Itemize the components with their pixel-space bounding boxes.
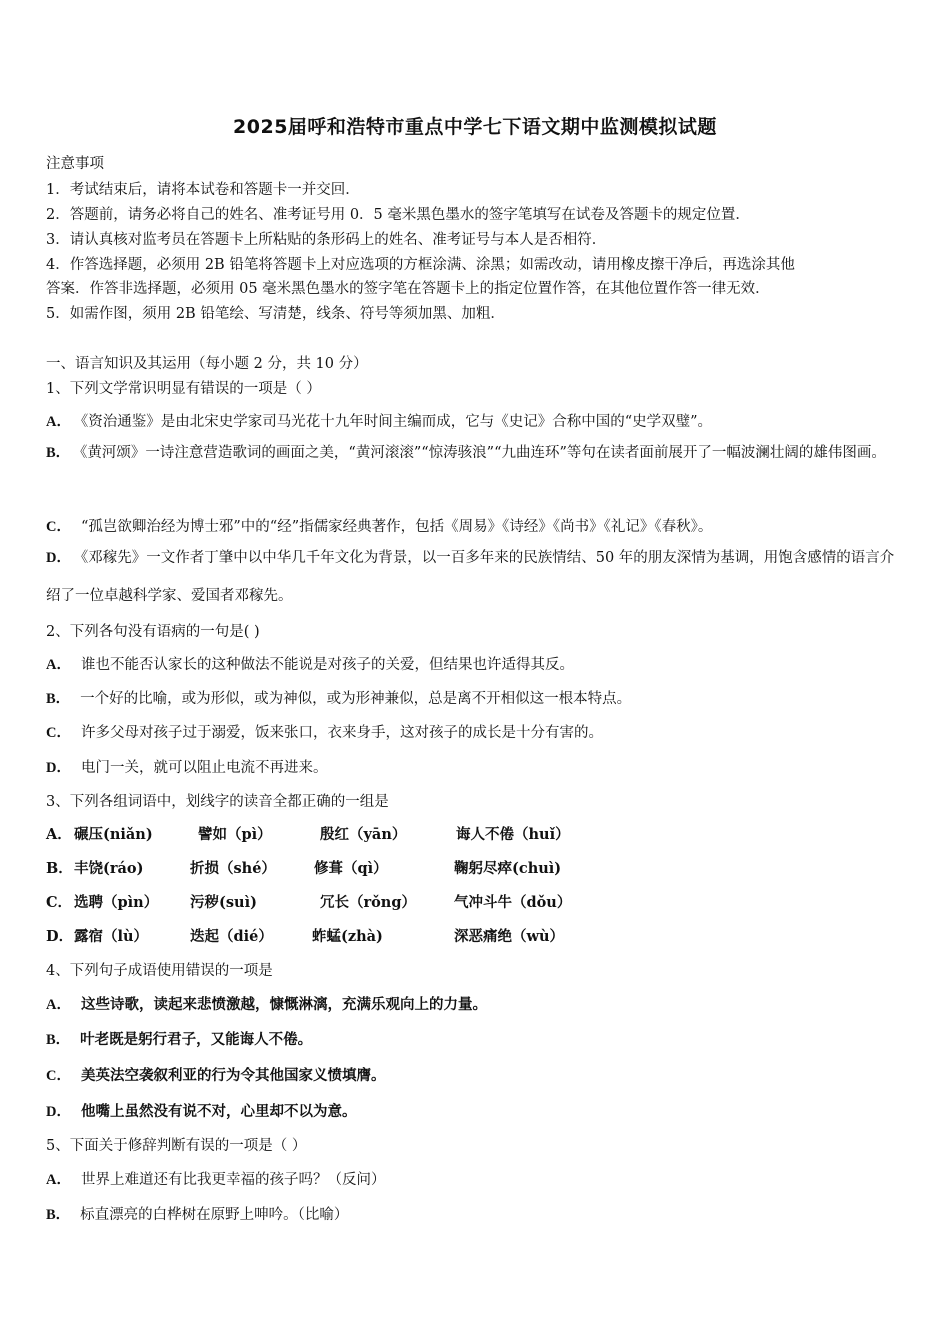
- q4-option-a: [46, 993, 487, 1014]
- q3-d-word-4: 深恶痛绝（wù）: [454, 928, 565, 945]
- q3-a-word-2: 譬如（pì）: [198, 826, 272, 843]
- q3-row-a: [46, 823, 570, 844]
- q3-d-word-1: 露宿（lù）: [74, 928, 149, 945]
- q3-a-word-3: 殷红（yān）: [320, 826, 407, 843]
- q3-c-word-2: 污秽(suì): [190, 894, 257, 911]
- page-title: 2025届呼和浩特市重点中学七下语文期中监测模拟试题: [233, 116, 717, 138]
- q3-row-d: [46, 925, 564, 946]
- q2-option-d: [46, 756, 327, 777]
- q1-option-d: [46, 539, 908, 615]
- option-letter: D．: [46, 928, 74, 945]
- q2-option-d-text: 电门一关，就可以阻止电流不再进来。: [80, 760, 328, 776]
- q5-stem: 5、下面关于修辞判断有误的一项是（ ）: [46, 1138, 307, 1154]
- notice-item-3: 3．请认真核对监考员在答题卡上所粘贴的条形码上的姓名、准考证号与本人是否相符．: [46, 232, 607, 248]
- q4-option-c-pre: 美英法空袭叙利亚的行为令其他国家: [80, 1067, 313, 1084]
- q5-option-b-text: 标直漂亮的白桦树在原野上呻吟。（比喻）: [80, 1207, 349, 1223]
- q2-option-a: [46, 653, 574, 674]
- q5-option-a: [46, 1168, 385, 1189]
- q4-option-c-post: 。: [370, 1067, 386, 1084]
- q4-option-c-idiom: 义愤填膺: [312, 1067, 371, 1084]
- q1-option-b: [46, 434, 908, 472]
- q2-option-c: [46, 721, 603, 742]
- q1-option-d-text: 《邓稼先》一文作者丁肇中以中华几千年文化为背景，以一百多年来的民族情结、50 年的朋友深情为基调，用饱含感情的语言介绍了一位卓越科学家、爱国者邓稼先。: [46, 550, 895, 604]
- option-letter: B．: [46, 1032, 71, 1048]
- option-letter: B．: [46, 860, 73, 877]
- q4-option-a-pre: 这些诗歌，读起来悲愤激越，: [80, 996, 270, 1013]
- q4-option-b: [46, 1028, 312, 1049]
- option-letter: D．: [46, 1104, 71, 1120]
- option-letter: C．: [46, 894, 73, 911]
- q4-option-b-post: 。: [297, 1031, 313, 1048]
- notice-item-1: 1．考试结束后，请将本试卷和答题卡一并交回．: [46, 182, 360, 198]
- option-letter: B．: [46, 1207, 71, 1223]
- option-letter: B．: [46, 691, 71, 707]
- q3-a-word-1: 碾压(niǎn): [74, 826, 153, 843]
- option-letter: A．: [46, 414, 71, 430]
- q1-option-c: [46, 515, 712, 536]
- option-letter: C．: [46, 1068, 71, 1084]
- q3-b-word-4: 鞠躬尽瘁(chuì): [454, 860, 562, 877]
- q4-option-d: [46, 1100, 356, 1121]
- q4-option-d-post: 。: [341, 1103, 357, 1120]
- option-letter: C．: [46, 725, 71, 741]
- q3-c-word-4: 气冲斗牛（dǒu）: [454, 894, 572, 911]
- q1-option-a-text: 《资治通鉴》是由北宋史学家司马光花十九年时间主编而成，它与《史记》合称中国的“史学双璧”。: [80, 414, 713, 430]
- notice-item-4-cont: 答案．作答非选择题，必须用 05 毫米黑色墨水的签字笔在答题卡上的指定位置作答，在其他位置作答一律无效．: [46, 281, 770, 297]
- q3-c-word-3: 冗长（rǒng）: [320, 894, 416, 911]
- q3-a-word-4: 诲人不倦（huǐ）: [456, 826, 570, 843]
- section-heading: 一、语言知识及其运用（每小题 2 分，共 10 分）: [46, 356, 368, 372]
- q3-row-c: [46, 891, 571, 912]
- notice-item-5: 5．如需作图，须用 2B 铅笔绘、写清楚，线条、符号等须加黑、加粗．: [46, 306, 505, 322]
- option-letter: A．: [46, 826, 72, 843]
- option-letter: C．: [46, 519, 71, 535]
- notice-item-2: 2．答题前，请务必将自己的姓名、准考证号用 0．5 毫米黑色墨水的签字笔填写在试卷及答题卡的规定位置．: [46, 207, 750, 223]
- q2-stem: 2、下列各句没有语病的一句是( ): [46, 624, 260, 640]
- option-letter: B．: [46, 445, 71, 461]
- q1-option-a: [46, 410, 712, 431]
- q2-option-c-text: 许多父母对孩子过于溺爱，饭来张口，衣来身手，这对孩子的成长是十分有害的。: [80, 725, 603, 741]
- q4-stem: 4、下列句子成语使用错误的一项是: [46, 963, 273, 979]
- q1-stem: 1、下列文学常识明显有错误的一项是（ ）: [46, 381, 321, 397]
- q5-option-a-text: 世界上难道还有比我更幸福的孩子吗？（反问）: [80, 1172, 386, 1188]
- q4-option-d-pre: 他嘴上虽然没有说不对，心里却: [80, 1103, 284, 1120]
- q3-stem: 3、下列各组词语中，划线字的读音全都正确的一组是: [46, 794, 389, 810]
- q3-c-word-1: 选聘（pìn）: [74, 894, 159, 911]
- q3-row-b: [46, 857, 561, 878]
- q3-d-word-3: 蚱蜢(zhà): [312, 928, 383, 945]
- notice-heading: 注意事项: [46, 156, 104, 172]
- q2-option-b-text: 一个好的比喻，或为形似，或为神似，或为形神兼似，总是离不开相似这一根本特点。: [80, 691, 632, 707]
- option-letter: A．: [46, 657, 71, 673]
- option-letter: A．: [46, 1172, 71, 1188]
- q1-option-b-text: 《黄河颂》一诗注意营造歌词的画面之美，“黄河滚滚”“惊涛骇浪”“九曲连环”等句在读者面前展开了一幅波澜壮阔的雄伟图画。: [80, 445, 886, 461]
- q3-b-word-3: 修葺（qì）: [314, 860, 388, 877]
- q4-option-c: [46, 1064, 385, 1085]
- q3-b-word-1: 丰饶(ráo): [74, 860, 144, 877]
- option-letter: D．: [46, 760, 71, 776]
- q4-option-b-pre: 叶老既是躬行君子，又能: [80, 1031, 240, 1048]
- q2-option-b: [46, 687, 631, 708]
- q4-option-d-idiom: 不以为意: [283, 1103, 342, 1120]
- q1-option-c-text: “孤岂欲卿治经为博士邪”中的“经”指儒家经典著作，包括《周易》《诗经》《尚书》《礼记》《春秋》。: [80, 519, 713, 535]
- q3-b-word-2: 折损（shé）: [190, 860, 276, 877]
- q4-option-a-idiom: 慷慨淋漓: [269, 996, 328, 1013]
- q5-option-b: [46, 1203, 348, 1224]
- option-letter: A．: [46, 997, 71, 1013]
- q4-option-a-post: ，充满乐观向上的力量。: [327, 996, 487, 1013]
- q4-option-b-idiom: 诲人不倦: [239, 1031, 298, 1048]
- option-letter: D．: [46, 550, 71, 566]
- q2-option-a-text: 谁也不能否认家长的这种做法不能说是对孩子的关爱，但结果也许适得其反。: [80, 657, 574, 673]
- notice-item-4: 4．作答选择题，必须用 2B 铅笔将答题卡上对应选项的方框涂满、涂黑；如需改动，请用橡皮擦干净后，再选涂其他: [46, 257, 795, 273]
- q3-d-word-2: 迭起（dié）: [190, 928, 273, 945]
